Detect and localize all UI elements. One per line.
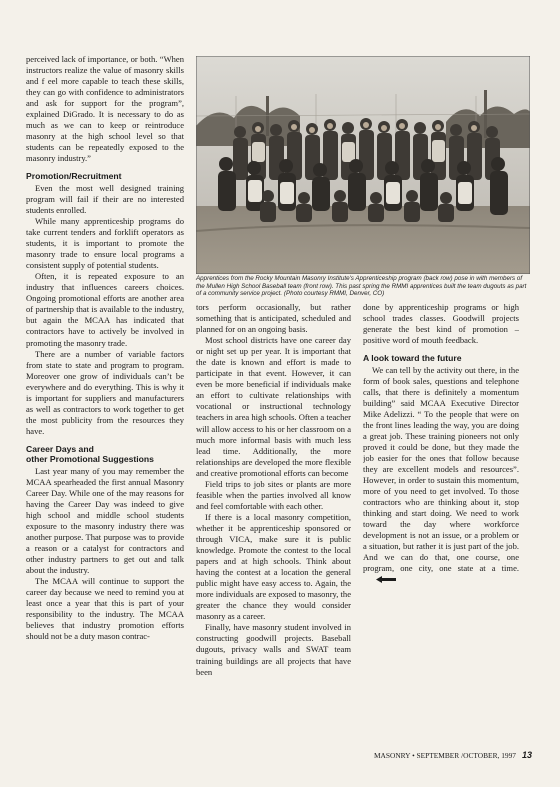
article-photo [196,56,530,274]
article-column-1 [26,54,184,754]
section-heading-career-days [26,444,184,465]
paragraph: If there is a local masonry competition, whether it be apprenticeship sponsored or through VICA, make sure it is public knowledge. Promote the contest to the local papers and at high schools. Think about having the contest at a location the general public might have easy access to. Again, the more individuals are exposed to masonry, the greater the chance they would consider masonry as a career. [196,511,351,622]
paragraph-final [363,365,519,586]
group-photo-illustration [196,56,530,274]
heading-line: Career Days and [26,443,94,454]
article-column-2 [196,302,351,762]
paragraph: Often, it is repeated exposure to an industry that influences careers choices. Ongoing promotional efforts are another area of partnership that is available to the industry, but again the MCAA has indicated that contractors have to actively be involved in promoting the masonry trade. [26,271,184,348]
paragraph: Finally, have masonry student involved in constructing goodwill projects. Baseball dugouts, privacy walls and SWAT team training buildings are all projects that have been [196,622,351,677]
page-footer [357,750,532,760]
paragraph: done by apprenticeship programs or high school trades classes. Goodwill projects generate the best kind of promotion – positive word of mouth feedback. [363,302,519,346]
paragraph: Even the most well designed training program will fail if their are no interested students enrolled. [26,182,184,215]
photo-caption: Apprentices from the Rocky Mountain Masonry Institute's Apprenticeship program (back row) pose in with members of the Mullen High School Baseball team (front row). This past spring the RMMI apprentices built the team dugouts as part of a community service project. (Photo courtesy RMMI, Denver, CO) [196,275,527,298]
magazine-name: MASONRY [373,751,411,760]
article-column-3 [363,302,519,762]
issue-date: • SEPTEMBER /OCTOBER, 1997 [410,751,516,760]
paragraph-text: We can tell by the activity out there, in the form of book sales, questions and telephone calls, that there is definitely a momentum building” said MCAA Executive Director Mike Adelizzi. “ To the people that were on the front lines leading the way, you are doing a great job. These training pioneers not only proved it could be done, but they made the job easier for the ones that follow because they are excellent models and resources”. However, in order to sustain this momentum, more of you need to get involved. To those contractors who are thinking about it, stop thinking and start doing. We need to work toward the day where workforce development is not an issue, or a problem or a situation, but rather it is just part of the job. And we can do that, one course, one program, one city, one state at a time. [363,364,519,574]
paragraph: Field trips to job sites or plants are more feasible when the parties involved all know and feel comfortable with each other. [196,478,351,511]
paragraph: The MCAA will continue to support the career day because we need to remind you at least once a year that this is part of your responsibility to the industry. The MCAA believes that industry promotion efforts should not be a duty mason contrac- [26,576,184,642]
section-heading-future: A look toward the future [363,353,462,364]
paragraph: There are a number of variable factors from state to state and program to program. Moreover one grow of individuals can’t be everywhere and do everything. This is why it is important for suppliers and manufacturers as well as contractors to work together to get the most publicity from the resources they have. [26,348,184,436]
paragraph: tors perform occasionally, but rather something that is anticipated, scheduled and planned for on an ongoing basis. [196,302,351,335]
paragraph: Last year many of you may remember the MCAA spearheaded the first annual Masonry Career Day. While one of the may reasons for having the Career Day was indeed to give high school and middle school students exposure to the masonry industry there was another purpose. That purpose was to provide a reason or a catalyst for contractors and other industry partners to get out and talk about the industry. [26,465,184,576]
heading-line: other Promotional Suggestions [26,454,154,465]
page-number: 13 [521,750,532,760]
arrow-brick-end-mark-icon [367,575,396,586]
paragraph: While many apprenticeship programs do take current tenders and forklift operators as students, it is important to promote the masonry trade to ensure local programs a consistent supply of potential students. [26,216,184,271]
paragraph: perceived lack of importance, or both. “When instructors realize the value of masonry skills and f eel more capable to teach these skills, they can go with confidence to administrators and ask for support for the program”, explained DiGrado. It is necessary to do as much as we can to keep or reintroduce masonry at the high school level so that students can be repeatedly exposed to the masonry industry.” [26,54,184,164]
section-heading-promotion: Promotion/Recruitment [26,171,122,182]
paragraph: Most school districts have one career day or night set up per year. It is important that the date is known and effort is made to participate in that event. However, it can even be more beneficial if individuals make an effort to cultivate relationships with vocational or instructional technology teachers in area high schools. Often a teacher will allow access to his or her classroom on a much more informal basis with much less lead time. Additionally, the more relationships are developed the more flexible and creative promotional efforts can become [196,335,351,478]
